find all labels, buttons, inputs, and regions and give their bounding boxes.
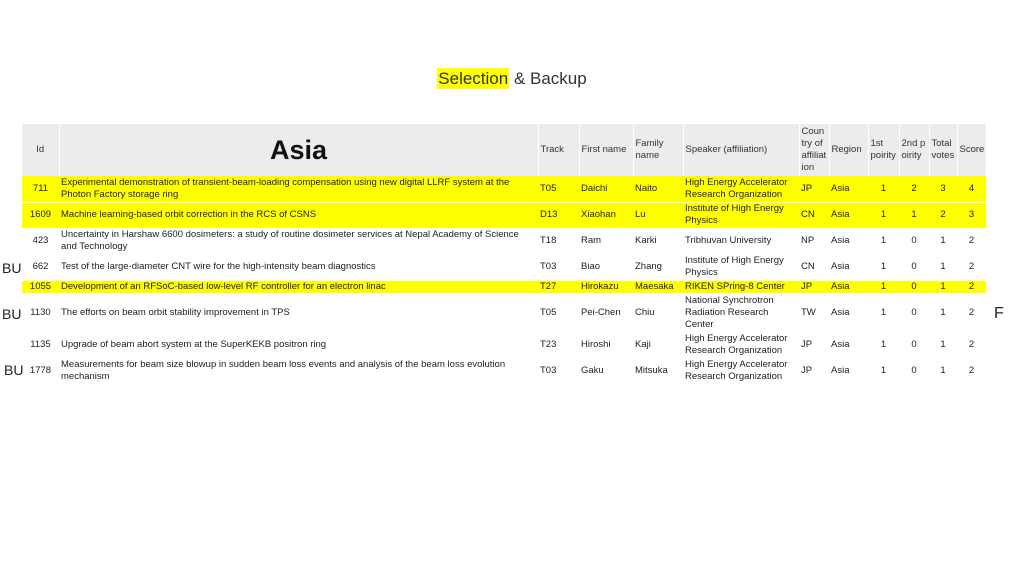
backup-mark: BU [2,306,22,322]
cell-country: JP [799,280,829,293]
cell-country: CN [799,202,829,228]
cell-region: Asia [831,365,850,376]
cell-affiliation: Tribhuvan University [685,235,772,246]
cell-region: Asia [831,235,850,246]
cell-score: 2 [968,261,975,272]
cell-track: T18 [540,235,557,246]
cell-first-priority: 1 [868,202,899,228]
cell-region: Asia [829,202,868,228]
cell-total-votes: 3 [929,176,957,202]
cell-country: CN [801,261,815,272]
cell-first-priority: 1 [880,261,887,272]
table-row [22,332,986,358]
header-region: Region [829,124,868,176]
cell-country: TW [801,306,816,318]
cell-affiliation: High Energy Accelerator Research Organization [685,333,788,356]
table-row [22,254,986,280]
cell-track: T23 [540,339,557,350]
title-highlight: Selection [438,69,509,88]
cell-region: Asia [831,339,850,350]
cell-affiliation: Institute of High Energy Physics [683,202,799,228]
cell-affiliation: High Energy Accelerator Research Organization [685,359,788,382]
cell-first-name: Hiroshi [581,339,611,350]
cell-id: 1055 [22,280,59,293]
header-family-name: Family name [633,124,683,176]
cell-track: T03 [540,365,557,376]
cell-total-votes: 1 [940,339,946,350]
cell-total-votes: 1 [940,261,946,272]
backup-mark: BU [4,362,24,378]
cell-second-priority: 0 [911,339,917,350]
cell-score: 2 [968,365,975,376]
header-first-name: First name [579,124,633,176]
cell-first-name: Hirokazu [579,280,633,293]
cell-region: Asia [829,280,868,293]
cell-id: 1778 [29,365,52,376]
cell-id: 1609 [22,202,59,228]
cell-region: Asia [829,176,868,202]
cell-affiliation: Institute of High Energy Physics [685,255,784,278]
header-track: Track [538,124,579,176]
backup-mark: BU [2,260,22,276]
cell-second-priority: 0 [911,261,917,272]
cell-score: 2 [968,306,975,318]
header-id: Id [22,124,59,176]
cell-score: 2 [968,339,975,350]
side-mark-f: F [994,305,1004,322]
cell-first-name: Ram [581,235,602,246]
cell-second-priority: 1 [899,202,929,228]
cell-title: Uncertainty in Harshaw 6600 dosimeters: a study of routine dosimeter services at Nepal Academy of Science and Technology [61,229,519,252]
cell-country: JP [799,176,829,202]
cell-total-votes: 1 [929,280,957,293]
cell-family-name: Naito [633,176,683,202]
cell-track: D13 [538,202,579,228]
cell-first-name: Gaku [581,365,604,376]
cell-first-priority: 1 [880,339,887,350]
cell-track: T27 [538,280,579,293]
cell-second-priority: 0 [911,235,917,246]
cell-second-priority: 0 [911,365,917,376]
cell-track: T03 [540,261,557,272]
cell-title: Development of an RFSoC-based low-level RF controller for an electron linac [59,280,538,293]
table-row [22,228,986,254]
cell-title: The efforts on beam orbit stability improvement in TPS [61,306,290,318]
cell-id: 662 [32,261,49,272]
header-region-title: Asia [59,124,538,176]
cell-second-priority: 0 [899,280,929,293]
cell-family-name: Lu [633,202,683,228]
cell-second-priority: 2 [899,176,929,202]
cell-total-votes: 1 [940,235,946,246]
header-country: Country of affiliation [799,124,829,176]
cell-first-priority: 1 [880,306,887,318]
cell-region: Asia [831,261,850,272]
header-second-priority: 2nd poirity [899,124,929,176]
cell-first-priority: 1 [880,235,887,246]
header-score: Score [957,124,986,176]
header-row [22,124,986,176]
cell-score: 4 [957,176,986,202]
cell-title: Experimental demonstration of transient-beam-loading compensation using new digital LLRF system at the Photon Factory storage ring [59,176,538,202]
cell-title: Measurements for beam size blowup in sudden beam loss events and analysis of the beam loss evolution mechanism [61,359,506,382]
cell-id: 711 [22,176,59,202]
cell-id: 1135 [30,339,51,350]
cell-first-priority: 1 [880,365,887,376]
cell-family-name: Chiu [635,306,655,318]
cell-country: JP [801,365,813,376]
table-row [22,280,986,293]
cell-total-votes: 1 [940,365,946,376]
slide-title [0,69,1024,89]
cell-first-priority: 1 [868,280,899,293]
cell-score: 2 [957,280,986,293]
table-row [22,176,986,202]
cell-region: Asia [831,306,850,318]
cell-first-priority: 1 [868,176,899,202]
cell-title: Machine learning-based orbit correction in the RCS of CSNS [59,202,538,228]
title-rest: & Backup [509,69,587,88]
cell-total-votes: 2 [929,202,957,228]
cell-id: 423 [32,235,49,246]
cell-family-name: Mitsuka [635,365,668,376]
cell-family-name: Maesaka [633,280,683,293]
header-first-priority: 1st poirity [868,124,899,176]
cell-affiliation: National Synchrotron Radiation Research Center [685,294,774,330]
cell-family-name: Karki [635,235,657,246]
cell-score: 3 [957,202,986,228]
cell-first-name: Pei-Chen [581,306,621,318]
cell-first-name: Daichi [579,176,633,202]
table-row [22,358,986,384]
cell-track: T05 [538,176,579,202]
header-total-votes: Total votes [929,124,957,176]
cell-title: Test of the large-diameter CNT wire for the high-intensity beam diagnostics [61,261,376,272]
cell-country: JP [801,339,813,350]
cell-first-name: Biao [581,261,601,272]
table-row [22,293,986,332]
cell-affiliation: RIKEN SPring-8 Center [683,280,799,293]
cell-title: Upgrade of beam abort system at the SuperKEKB positron ring [61,339,327,350]
cell-first-name: Xiaohan [579,202,633,228]
cell-family-name: Zhang [635,261,662,272]
cell-total-votes: 1 [940,306,946,318]
cell-affiliation: High Energy Accelerator Research Organization [683,176,799,202]
cell-id: 1130 [30,306,51,318]
cell-track: T05 [540,306,557,318]
cell-score: 2 [968,235,975,246]
cell-country: NP [801,235,815,246]
header-speaker: Speaker (affiliation) [683,124,799,176]
selection-table [22,124,987,385]
table-row [22,202,986,228]
cell-second-priority: 0 [911,306,917,318]
cell-family-name: Kaji [635,339,651,350]
